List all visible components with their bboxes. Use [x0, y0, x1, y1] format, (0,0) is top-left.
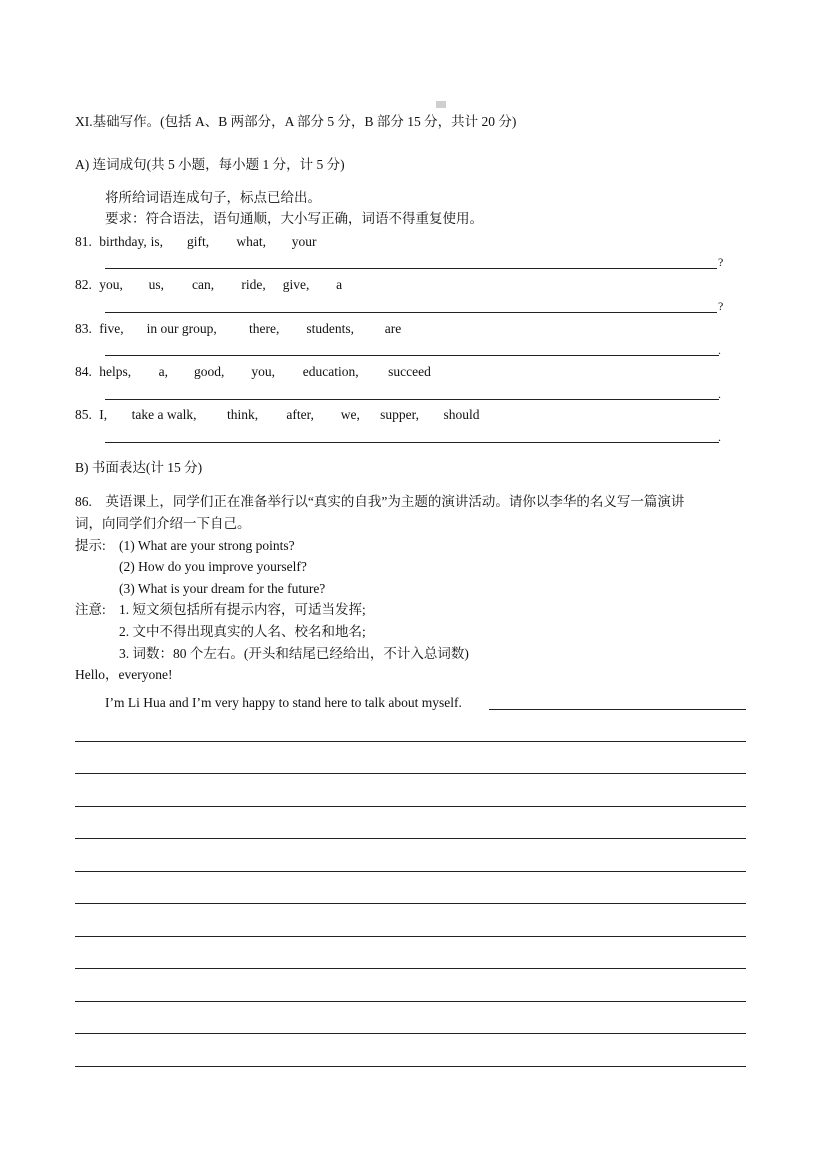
- question-82: [75, 276, 342, 293]
- answer-line-83[interactable]: [105, 355, 719, 356]
- answer-line-81[interactable]: [105, 268, 717, 269]
- word: ride,: [241, 277, 266, 292]
- word: a,: [158, 364, 168, 379]
- end-punctuation: ?: [718, 299, 724, 313]
- word: take a walk,: [131, 407, 197, 422]
- word: what,: [236, 234, 266, 249]
- writing-line[interactable]: [75, 871, 746, 872]
- word: you,: [251, 364, 275, 379]
- writing-line[interactable]: [75, 773, 746, 774]
- question-number: 82.: [75, 277, 92, 292]
- word: give,: [282, 277, 310, 292]
- section-title: XI.基础写作。(包括 A、B 两部分，A 部分 5 分，B 部分 15 分，共计 20 分): [75, 114, 517, 129]
- word: can,: [192, 277, 215, 292]
- question-number: 84.: [75, 364, 92, 379]
- part-b-title: B) 书面表达(计 15 分): [75, 460, 203, 475]
- prompt-line-2: 词，向同学们介绍一下自己。: [75, 516, 251, 531]
- word: think,: [227, 407, 259, 422]
- end-punctuation: .: [718, 387, 721, 401]
- part-a-title: A) 连词成句(共 5 小题，每小题 1 分，计 5 分): [75, 157, 345, 172]
- note-2: 2. 文中不得出现真实的人名、校名和地名;: [119, 624, 366, 639]
- writing-line[interactable]: [75, 1001, 746, 1002]
- note-1: 1. 短文须包括所有提示内容，可适当发挥;: [119, 602, 366, 617]
- hint-2: (2) How do you improve yourself?: [119, 559, 307, 574]
- word: five,: [99, 321, 124, 336]
- word: succeed: [388, 364, 431, 379]
- end-punctuation: ?: [718, 255, 724, 269]
- word: a: [336, 277, 343, 292]
- writing-line[interactable]: [75, 1033, 746, 1034]
- word: your: [291, 234, 317, 249]
- note-3: 3. 词数：80 个左右。(开头和结尾已经给出，不计入总词数): [119, 646, 469, 661]
- hints-label: 提示:: [75, 538, 106, 553]
- word: supper,: [380, 407, 419, 422]
- question-81: [75, 233, 317, 250]
- writing-line[interactable]: [75, 903, 746, 904]
- end-punctuation: .: [718, 430, 721, 444]
- word: birthday,: [99, 234, 147, 249]
- word: is,: [150, 234, 164, 249]
- word: there,: [249, 321, 280, 336]
- word: good,: [194, 364, 225, 379]
- part-a-instruction: 将所给词语连成句子，标点已给出。: [105, 190, 321, 205]
- writing-line[interactable]: [75, 806, 746, 807]
- hint-3: (3) What is your dream for the future?: [119, 581, 326, 596]
- question-number: 81.: [75, 234, 92, 249]
- answer-line-84[interactable]: [105, 399, 719, 400]
- word: you,: [99, 277, 123, 292]
- writing-line[interactable]: [75, 838, 746, 839]
- question-85: [75, 406, 480, 423]
- writing-line[interactable]: [75, 936, 746, 937]
- word: us,: [148, 277, 165, 292]
- writing-line[interactable]: [489, 709, 746, 710]
- scan-mark: [436, 101, 446, 108]
- end-punctuation: .: [718, 343, 721, 357]
- answer-line-85[interactable]: [105, 442, 719, 443]
- greeting: Hello，everyone!: [75, 667, 173, 682]
- writing-line[interactable]: [75, 741, 746, 742]
- word: we,: [340, 407, 360, 422]
- writing-line[interactable]: [75, 968, 746, 969]
- writing-line[interactable]: [75, 1066, 746, 1067]
- word: should: [443, 407, 480, 422]
- word: I,: [99, 407, 108, 422]
- word: students,: [306, 321, 355, 336]
- notes-label: 注意:: [75, 602, 106, 617]
- answer-line-82[interactable]: [105, 312, 717, 313]
- word: education,: [302, 364, 359, 379]
- prompt-line-1: 86. 英语课上，同学们正在准备举行以“真实的自我”为主题的演讲活动。请你以李华的名义写一篇演讲: [75, 494, 685, 509]
- word: are: [384, 321, 402, 336]
- part-a-requirement: 要求：符合语法，语句通顺，大小写正确，词语不得重复使用。: [105, 211, 483, 226]
- opening-sentence: I’m Li Hua and I’m very happy to stand here to talk about myself.: [105, 695, 462, 710]
- question-number: 85.: [75, 407, 92, 422]
- question-84: [75, 363, 431, 380]
- hint-1: (1) What are your strong points?: [119, 538, 295, 553]
- word: gift,: [187, 234, 210, 249]
- question-83: [75, 320, 401, 337]
- word: after,: [286, 407, 314, 422]
- word: in our group,: [146, 321, 217, 336]
- word: helps,: [99, 364, 132, 379]
- question-number: 83.: [75, 321, 92, 336]
